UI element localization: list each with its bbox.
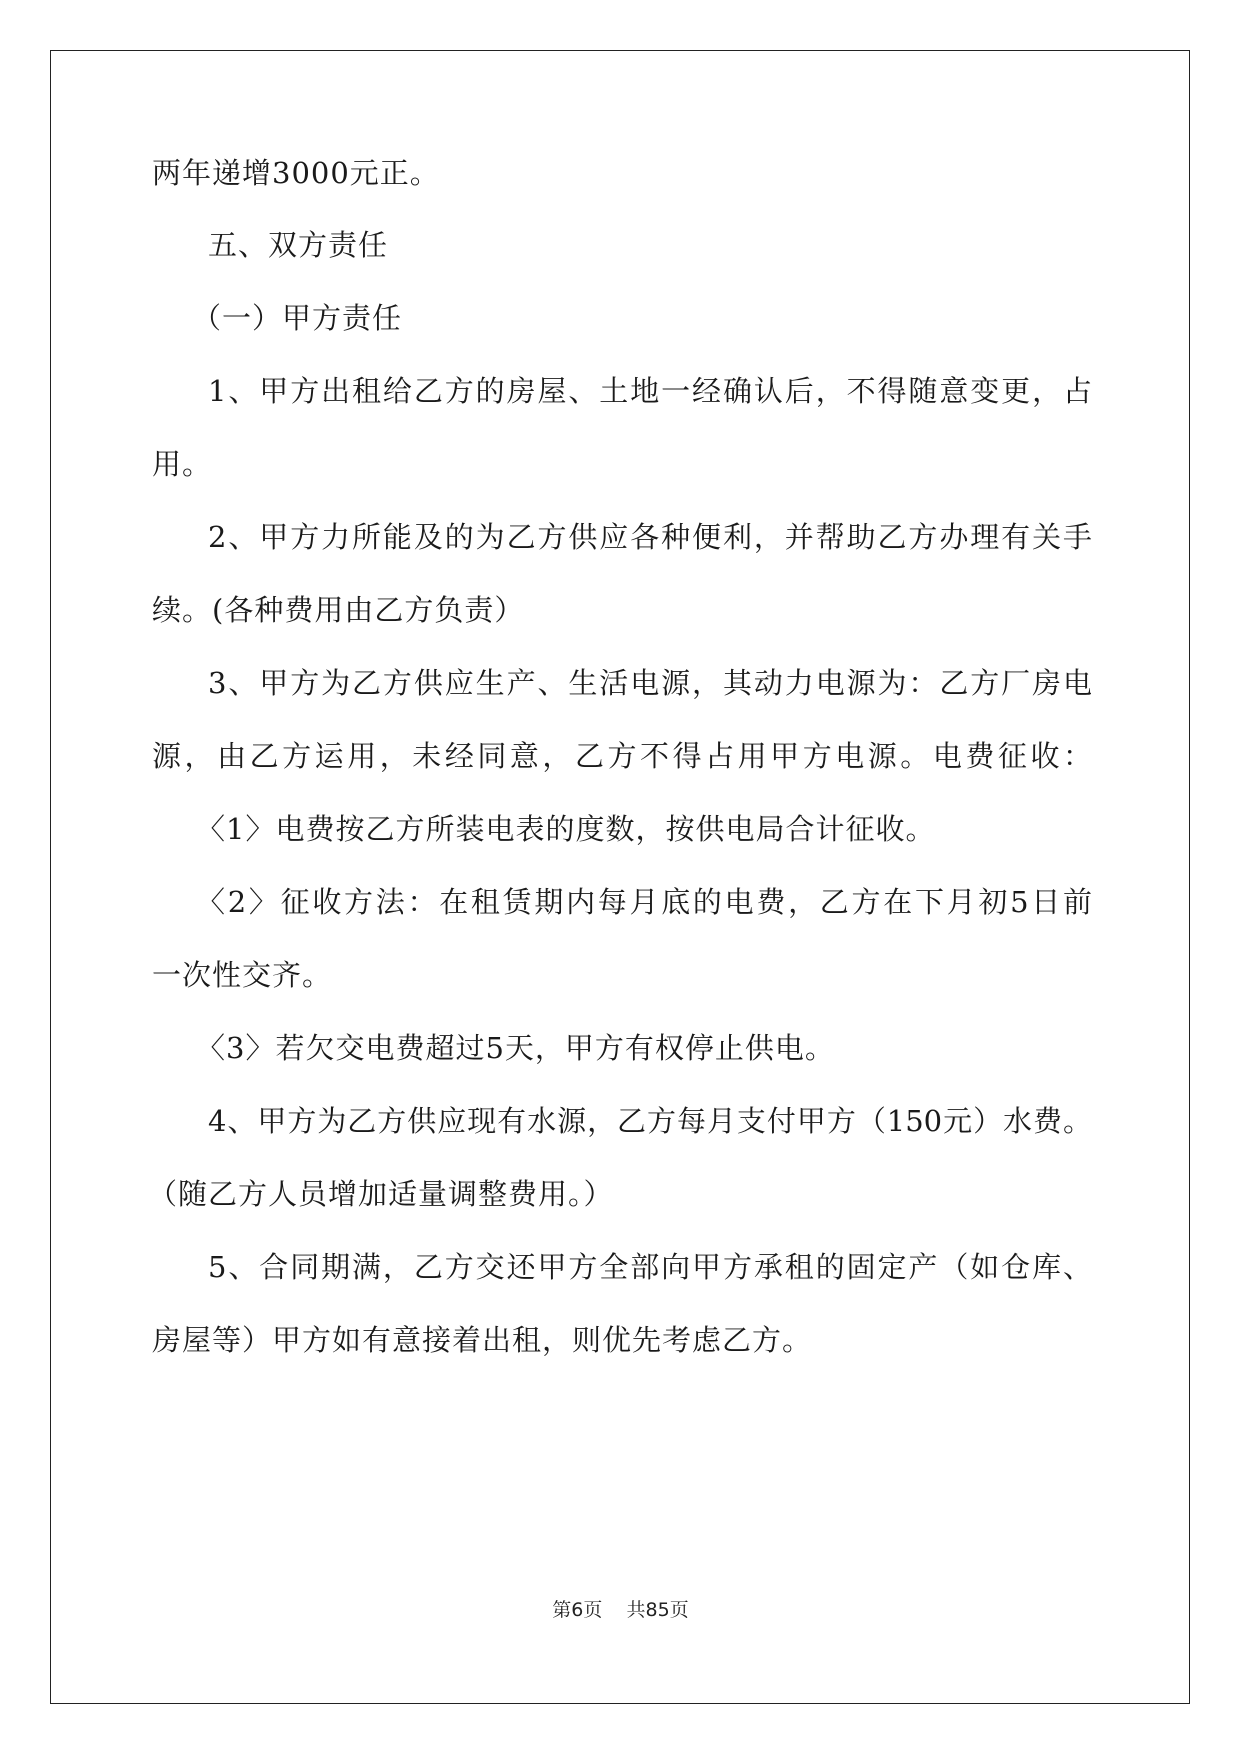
text-line: 〈2〉征收方法：在租赁期内每月底的电费，乙方在下月初5日前 xyxy=(196,885,1092,919)
text-line: 2、甲方力所能及的为乙方供应各种便利，并帮助乙方办理有关手 xyxy=(208,520,1092,554)
page-total: 共85页 xyxy=(626,1599,689,1621)
page-footer xyxy=(0,1595,1241,1622)
text-line: （随乙方人员增加适量调整费用。） xyxy=(148,1177,614,1211)
text-line: 〈3〉若欠交电费超过5天，甲方有权停止供电。 xyxy=(196,1031,835,1065)
text-line: 1、甲方出租给乙方的房屋、土地一经确认后，不得随意变更，占 xyxy=(208,374,1092,408)
text-line: 用。 xyxy=(152,447,213,481)
page-number: 第6页 xyxy=(552,1599,603,1621)
section-heading: 五、双方责任 xyxy=(208,228,389,262)
text-line: 4、甲方为乙方供应现有水源，乙方每月支付甲方（150元）水费。 xyxy=(208,1104,1092,1138)
text-line: 两年递增3000元正。 xyxy=(152,156,440,190)
text-line: 一次性交齐。 xyxy=(152,958,333,992)
text-line: 5、合同期满，乙方交还甲方全部向甲方承租的固定产（如仓库、 xyxy=(208,1250,1092,1284)
subsection-heading: （一）甲方责任 xyxy=(192,301,403,335)
text-line: 房屋等）甲方如有意接着出租，则优先考虑乙方。 xyxy=(152,1323,813,1357)
text-line: 〈1〉电费按乙方所装电表的度数，按供电局合计征收。 xyxy=(196,812,936,846)
text-line: 3、甲方为乙方供应生产、生活电源，其动力电源为：乙方厂房电 xyxy=(208,666,1092,700)
text-line: 源，由乙方运用，未经同意，乙方不得占用甲方电源。电费征收： xyxy=(152,739,1092,773)
text-line: 续。(各种费用由乙方负责） xyxy=(152,593,525,627)
